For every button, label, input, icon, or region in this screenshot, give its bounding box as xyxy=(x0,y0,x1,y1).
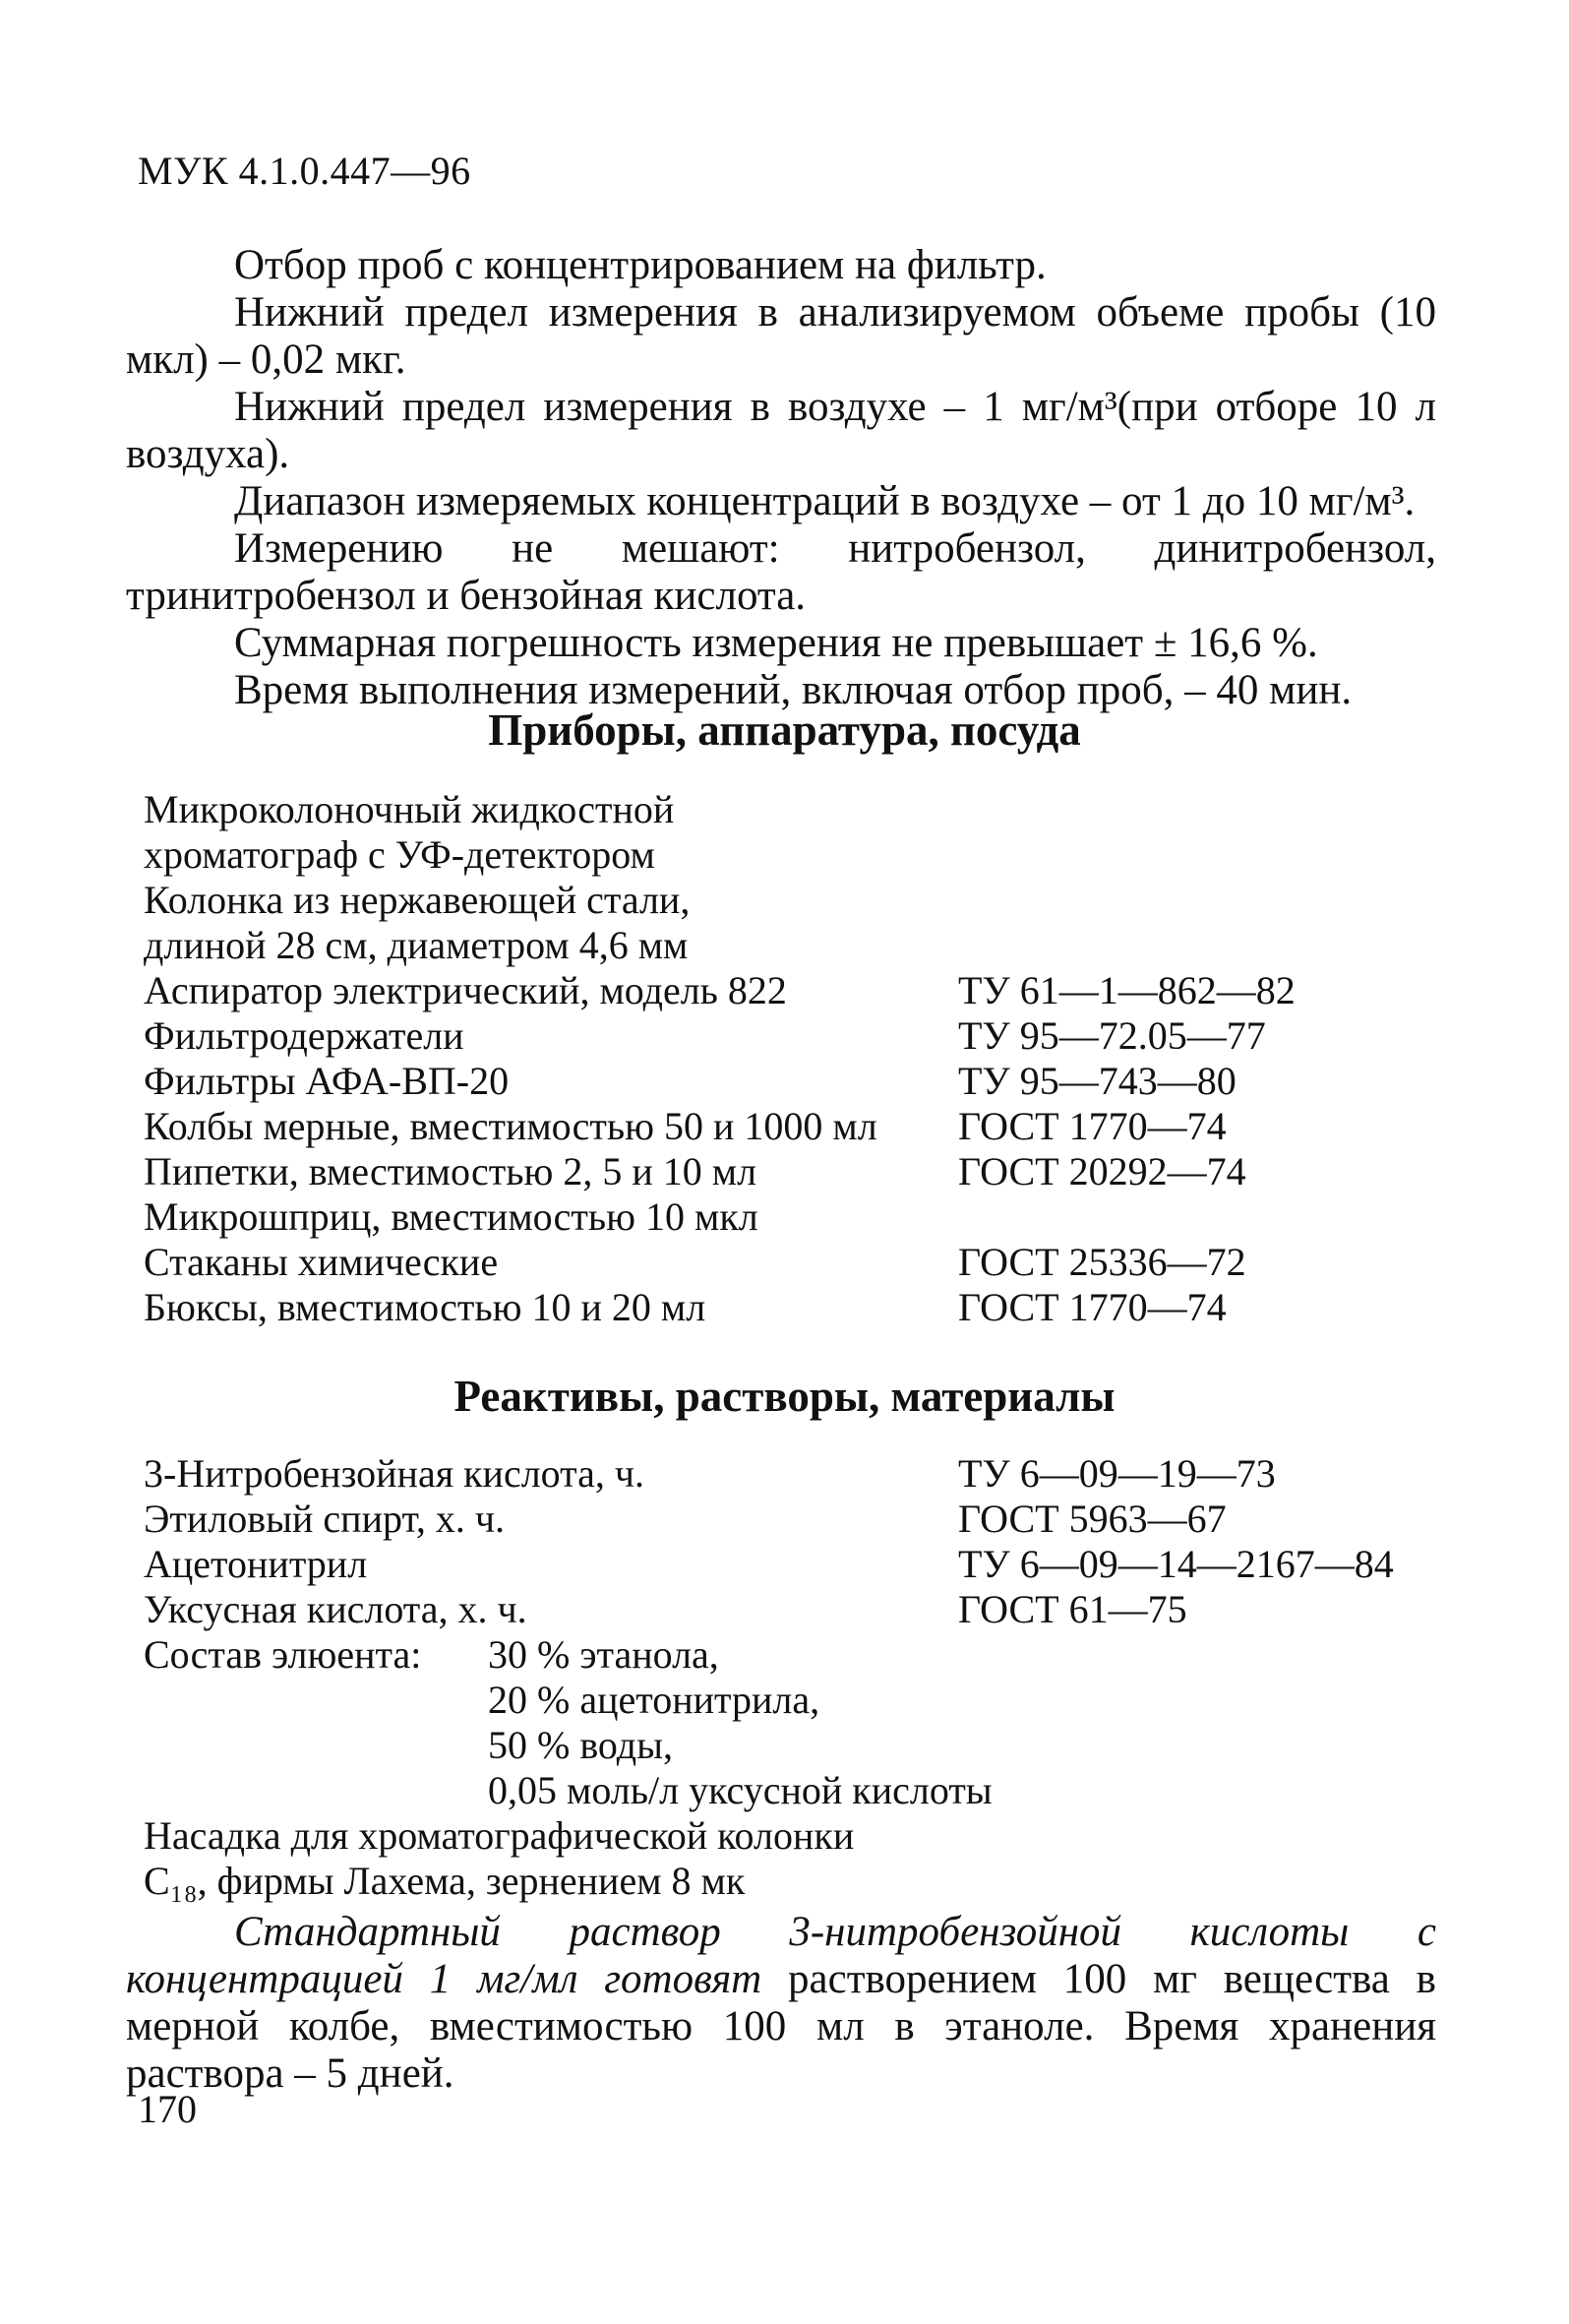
reagents-list xyxy=(144,1451,1452,1904)
intro-paragraph: Нижний предел измерения в анализируемом объеме пробы (10 мкл) – 0,02 мкг. xyxy=(126,289,1436,383)
standard-rest: растворением 100 мг вещества в мерной колбе, вместимостью 100 мл в этаноле. Время хранения раствора – 5 дней. xyxy=(126,1956,1436,2097)
item-name: Уксусная кислота, х. ч. xyxy=(144,1587,527,1631)
item-name: Этиловый спирт, х. ч. xyxy=(144,1497,506,1541)
item-ref: ТУ 95—72.05—77 xyxy=(958,1013,1266,1058)
item-name: Ацетонитрил xyxy=(144,1542,368,1586)
eluent-label: Состав элюента: xyxy=(144,1632,422,1677)
item-ref: ТУ 6—09—19—73 xyxy=(958,1451,1276,1496)
list-item xyxy=(144,1240,1452,1285)
item-name: Бюксы, вместимостью 10 и 20 мл xyxy=(144,1285,706,1329)
item-ref: ГОСТ 61—75 xyxy=(958,1587,1187,1631)
intro-paragraph: Диапазон измеряемых концентраций в воздухе – от 1 до 10 мг/м³. xyxy=(234,478,1416,524)
item-name: Микрошприц, вместимостью 10 мкл xyxy=(144,1194,758,1239)
intro-paragraph: Суммарная погрешность измерения не превышает ± 16,6 %. xyxy=(234,620,1318,666)
list-item xyxy=(144,1013,1452,1059)
list-item xyxy=(144,832,1452,878)
eluent-composition xyxy=(144,1632,1452,1813)
list-item xyxy=(144,787,1452,832)
item-name: хроматограф с УФ-детектором xyxy=(144,832,655,877)
item-name: Микроколоночный жидкостной xyxy=(144,787,675,831)
item-name: Аспиратор электрический, модель 822 xyxy=(144,968,787,1012)
item-name: 3-Нитробензойная кислота, ч. xyxy=(144,1451,644,1496)
section-heading-reagents: Реактивы, растворы, материалы xyxy=(453,1372,1116,1421)
item-ref: ТУ 6—09—14—2167—84 xyxy=(958,1542,1394,1586)
intro-paragraph: Нижний предел измерения в воздухе – 1 мг/м³(при отборе 10 л воздуха). xyxy=(126,384,1436,477)
intro-paragraph: Измерению не мешают: нитробензол, динитробензол, тринитробензол и бензойная кислота. xyxy=(126,525,1436,619)
list-item xyxy=(144,1542,1452,1587)
list-item xyxy=(144,1285,1452,1330)
eluent-line: 50 % воды, xyxy=(488,1723,674,1767)
standard-paragraph xyxy=(126,1909,1436,2098)
item-ref: ГОСТ 25336—72 xyxy=(958,1240,1246,1284)
intro-paragraph: Отбор проб с концентрированием на фильтр. xyxy=(234,242,1047,288)
intro-block xyxy=(126,242,1436,714)
item-ref: ГОСТ 20292—74 xyxy=(958,1149,1246,1193)
item-name: Колонка из нержавеющей стали, xyxy=(144,878,691,922)
intro-paragraph: Время выполнения измерений, включая отбор проб, – 40 мин. xyxy=(234,667,1353,713)
item-ref: ТУ 61—1—862—82 xyxy=(958,968,1296,1012)
standard-italic-lead: Стандартный раствор 3-нитробензойной кислоты с концентрацией 1 мг/мл готовят xyxy=(126,1909,1436,2002)
item-name: Пипетки, вместимостью 2, 5 и 10 мл xyxy=(144,1149,757,1193)
item-name: Фильтры АФА-ВП-20 xyxy=(144,1059,510,1103)
list-item xyxy=(144,1451,1452,1497)
list-item xyxy=(144,878,1452,923)
item-name: Фильтродержатели xyxy=(144,1013,464,1058)
list-item xyxy=(144,1497,1452,1542)
item-name: Стаканы химические xyxy=(144,1240,499,1284)
eluent-line: 0,05 моль/л уксусной кислоты xyxy=(488,1768,993,1812)
item-name: длиной 28 см, диаметром 4,6 мм xyxy=(144,923,689,967)
eluent-line: 20 % ацетонитрила, xyxy=(488,1678,820,1722)
item-ref: ТУ 95—743—80 xyxy=(958,1059,1237,1103)
running-head: МУК 4.1.0.447—96 xyxy=(138,149,471,193)
packing-line: Насадка для хроматографической колонки xyxy=(144,1813,855,1858)
list-item xyxy=(144,968,1452,1013)
item-ref: ГОСТ 1770—74 xyxy=(958,1285,1227,1329)
section-heading-equipment: Приборы, аппаратура, посуда xyxy=(488,705,1081,755)
list-item xyxy=(144,1059,1452,1104)
equipment-list xyxy=(144,787,1452,1330)
packing-line: C₁₈, фирмы Лахема, зернением 8 мк xyxy=(144,1859,746,1903)
list-item xyxy=(144,923,1452,968)
list-item xyxy=(144,1149,1452,1194)
list-item xyxy=(144,1587,1452,1632)
item-name: Колбы мерные, вместимостью 50 и 1000 мл xyxy=(144,1104,877,1148)
list-item xyxy=(144,1194,1452,1240)
eluent-lines xyxy=(488,1632,993,1813)
eluent-line: 30 % этанола, xyxy=(488,1632,719,1677)
item-ref: ГОСТ 1770—74 xyxy=(958,1104,1227,1148)
standard-solution-paragraph xyxy=(126,1909,1436,2098)
item-ref: ГОСТ 5963—67 xyxy=(958,1497,1227,1541)
page-number: 170 xyxy=(138,2087,197,2131)
list-item xyxy=(144,1104,1452,1149)
